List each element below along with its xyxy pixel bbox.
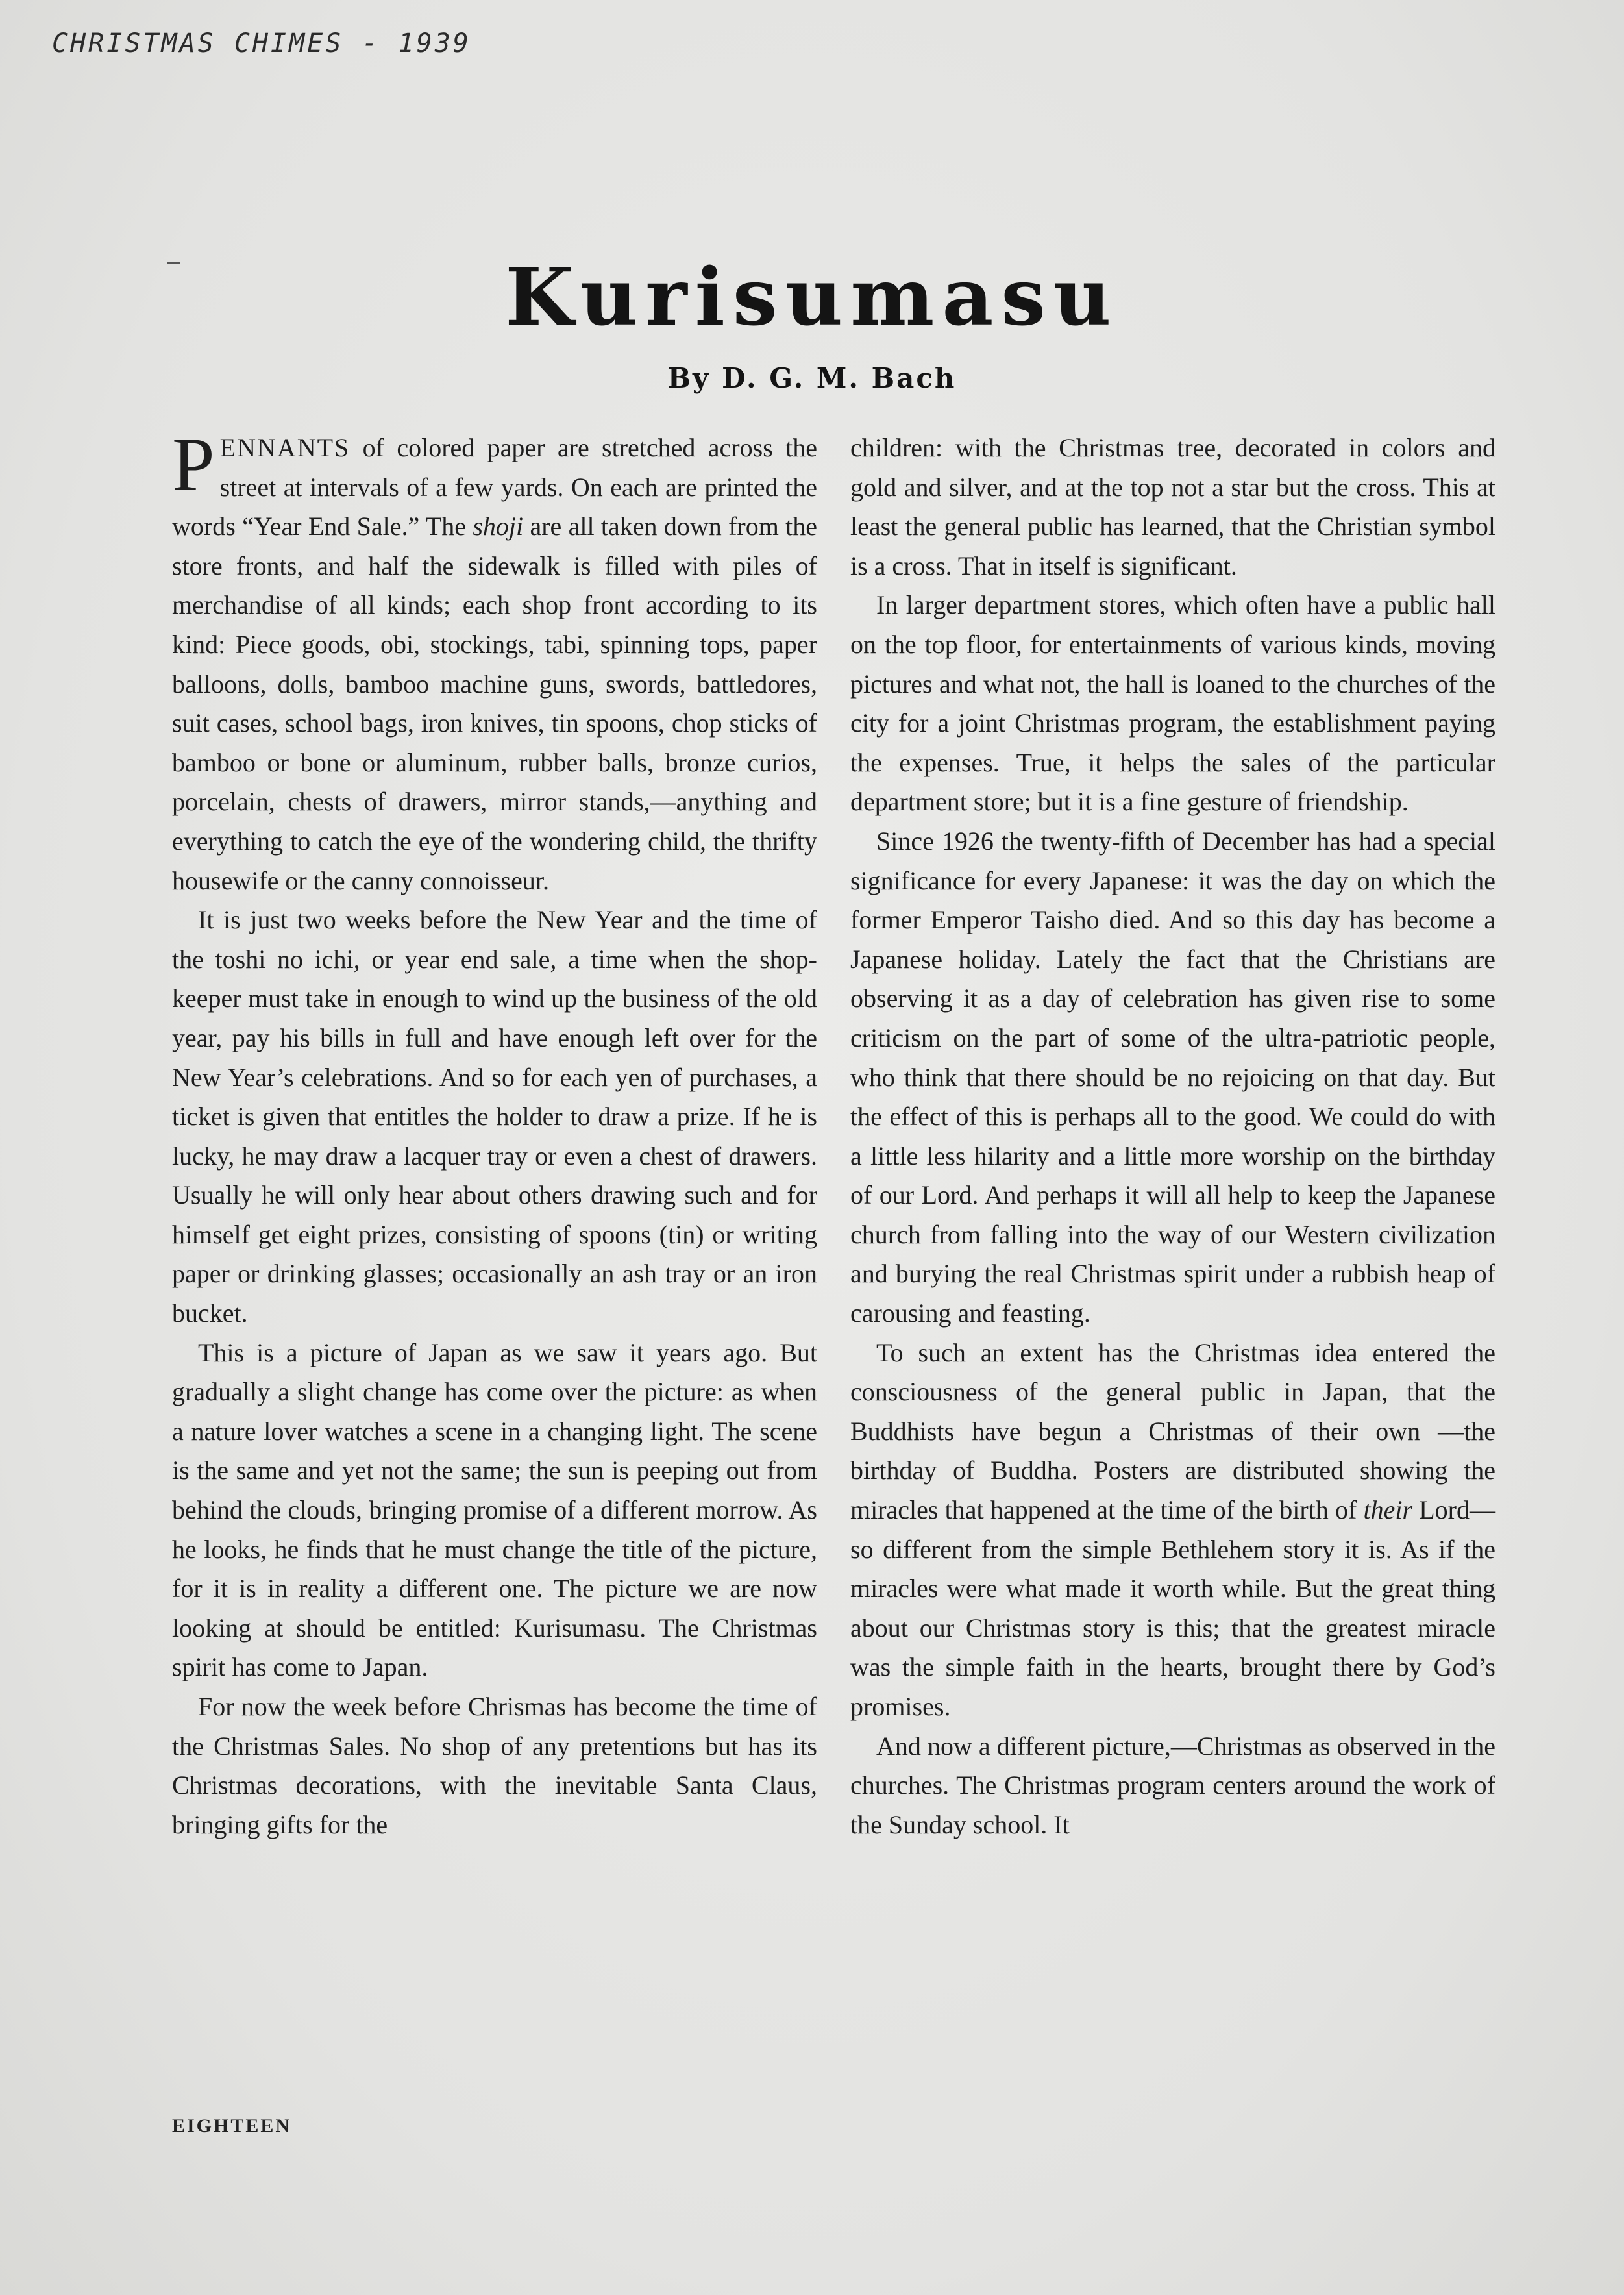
paragraph: For now the week before Chrismas has become the time of the Christmas Sales. No shop of any pretentions but has its Christmas decorations, with the inevitable Santa Claus, bringing gifts for the <box>172 1692 817 1839</box>
paragraph: It is just two weeks before the New Year and the time of the toshi no ichi, or year end sale, a time when the shop-keeper must take in enough to wind up the business of the old year, pay his bills in full and have enough left over for the New Year’s celebrations. And so for each yen of purchases, a ticket is given that entitles the holder to draw a prize. If he is lucky, he may draw a lacquer tray or even a chest of drawers. Usually he will only hear about others drawing such and for himself get eight prizes, consisting of spoons (tin) or writing paper or drinking glasses; occasionally an ash tray or an iron bucket. <box>172 905 817 1328</box>
paragraph <box>172 422 818 900</box>
paragraph-text: To such an extent has the Christmas idea entered the consciousness of the general public in Japan, that the Buddhists have begun a Christmas of their own —the birthday of Buddha. Posters are distributed showing the miracles that happened at the time of the birth of <box>850 1337 1495 1525</box>
paragraph <box>850 1334 1495 1727</box>
italic-word: their <box>1363 1495 1413 1525</box>
right-column <box>850 428 1495 1844</box>
paragraph: This is a picture of Japan as we saw it years ago. But gradually a slight change has come over the picture: as when a nature lover watches a scene in a changing light. The scene is the same and yet not the same; the sun is peeping out from behind the clouds, bringing promise of a different morrow. As he looks, he finds that he must change the title of the picture, for it is in reality a different one. The picture we are now looking at should be entitled: Kurisumasu. The Christmas spirit has come to Japan. <box>172 1337 817 1682</box>
italic-word: shoji <box>473 512 524 541</box>
handwritten-note: CHRISTMAS CHIMES - 1939 <box>52 29 471 58</box>
paragraph-text: are all taken down from the store fronts, and half the sidewalk is filled with piles of merchandise of all kinds; each shop front according to its kind: Piece goods, obi, stockings, tabi, spinning tops, paper balloons, dolls, bamboo machine guns, swords, battledores, suit cases, school bags, iron knives, tin spoons, chop sticks of bamboo or bone or aluminum, rubber balls, bronze curios, porcelain, chests of drawers, mirror stands,—anything and everything to catch the eye of the wondering child, the thrifty housewife or the canny connoisseur. <box>172 512 818 895</box>
opening-word: ENNANTS <box>219 433 351 462</box>
article-byline: By D. G. M. Bach <box>667 362 957 394</box>
page-number: EIGHTEEN <box>172 2115 292 2137</box>
drop-cap: P <box>172 422 215 507</box>
paragraph: children: with the Christmas tree, decorated in colors and gold and silver, and at the top not a star but the cross. This at least the general public has learned, that the Christian symbol is a cross. That in itself is significant. <box>850 433 1495 580</box>
paragraph: In larger department stores, which often have a public hall on the top floor, for entertainments of various kinds, moving pictures and what not, the hall is loaned to the churches of the city for a joint Christmas program, the establishment paying the expenses. True, it helps the sales of the particular department store; but it is a fine gesture of friendship. <box>850 590 1495 817</box>
paragraph-text: of colored paper are stretched across the street at intervals of a few yards. On each are printed the words “Year End Sale.” The <box>172 433 817 541</box>
paragraph-text: Lord—so different from the simple Bethlehem story it is. As if the miracles were what made it worth while. But the great thing about our Christmas story is this; that the greatest miracle was the simple faith in the hearts, brought there by God’s promises. <box>850 1495 1495 1721</box>
paragraph: Since 1926 the twenty-fifth of December has had a special significance for every Japanese: it was the day on which the former Emperor Taisho died. And so this day has become a Japanese holiday. Lately the fact that the Christians are observing it as a day of celebration has given rise to some criticism on the part of some of the ultra-patriotic people, who think that there should be no rejoicing on that day. But the effect of this is perhaps all to the good. We could do with a little less hilarity and a little more worship on the birthday of our Lord. And perhaps it will all help to keep the Japanese church from falling into the way of our Western civilization and burying the real Christmas spirit under a rubbish heap of carousing and feasting. <box>850 826 1495 1328</box>
article-title: Kurisumasu <box>505 250 1119 343</box>
paragraph: And now a different picture,—Christmas as observed in the churches. The Christmas program centers around the work of the Sunday school. It <box>850 1731 1495 1839</box>
left-column <box>172 422 818 1844</box>
